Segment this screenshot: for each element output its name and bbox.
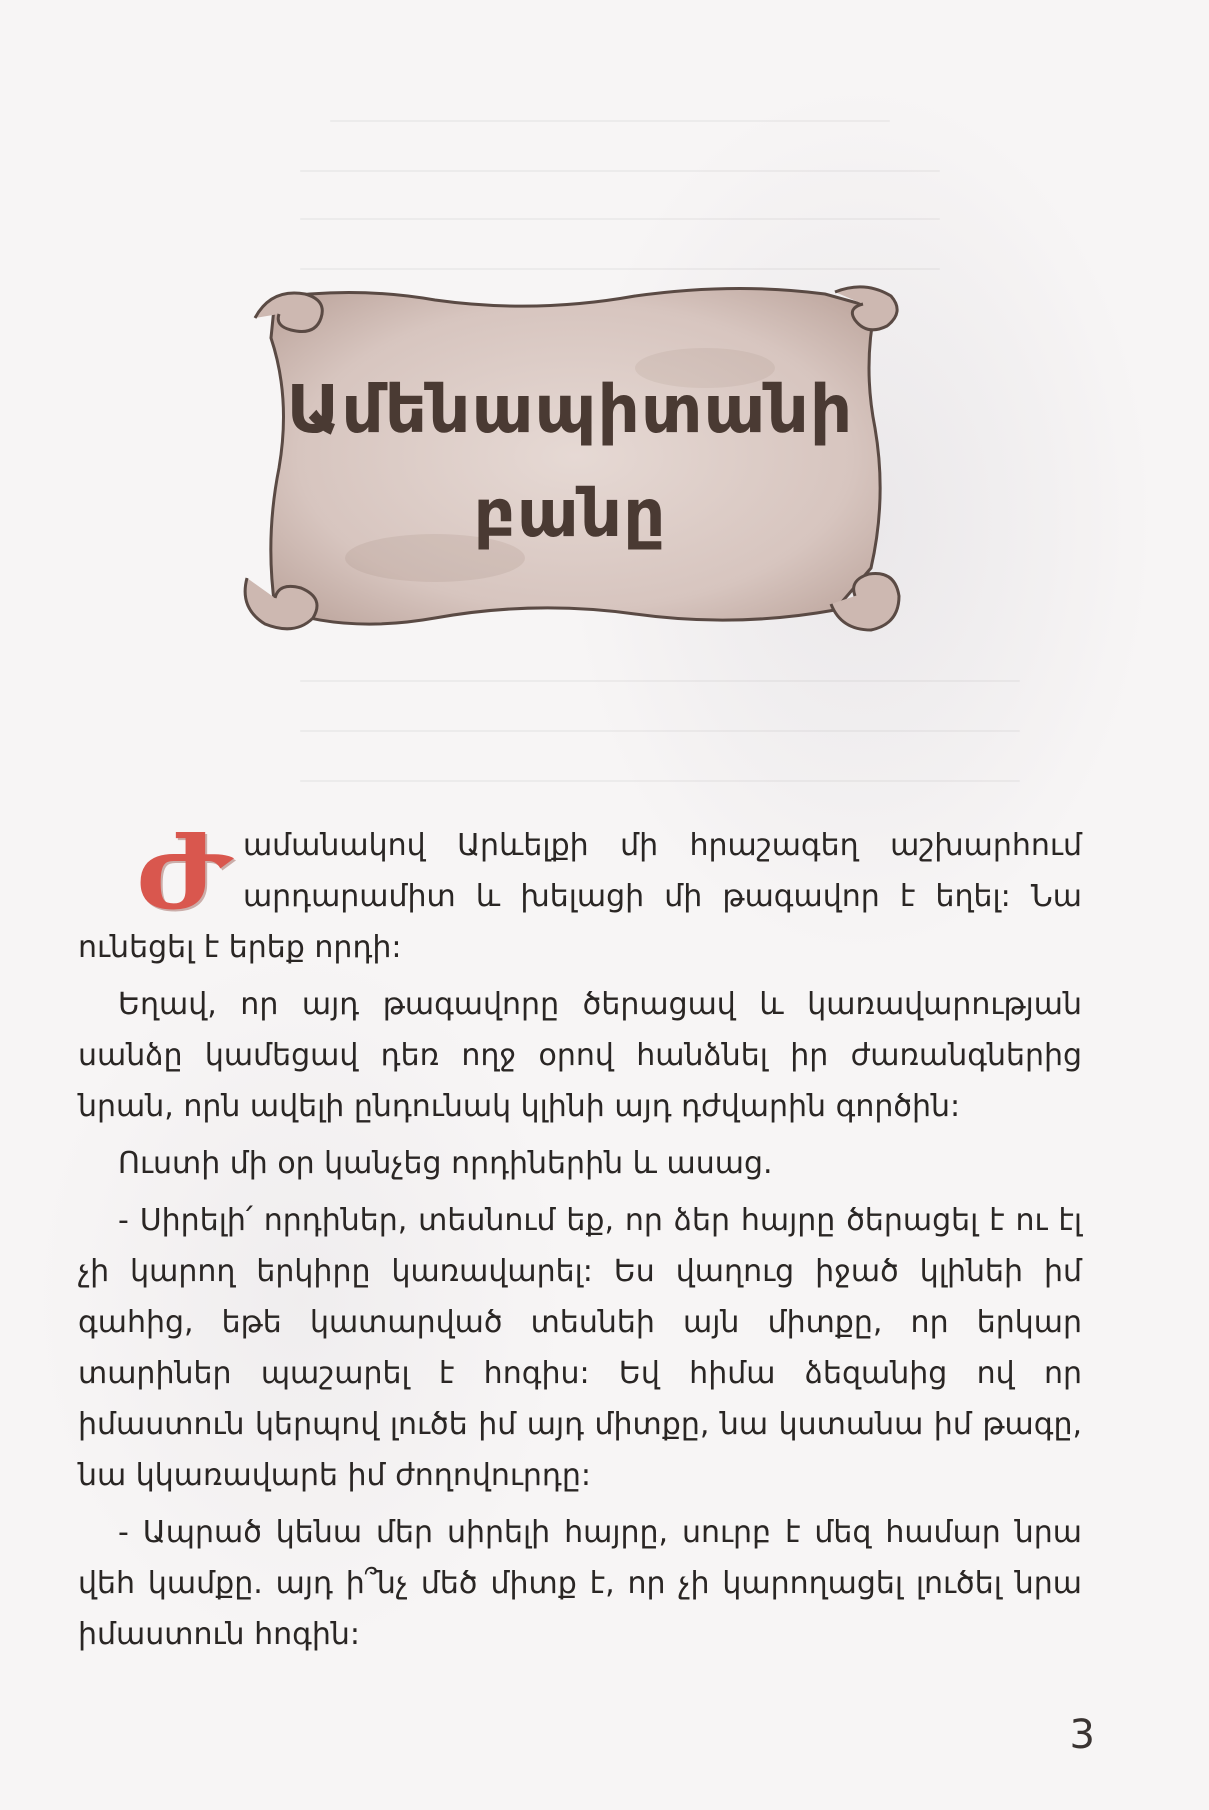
- bleed-through-line: [330, 120, 890, 122]
- chapter-title-line-1: Ամենապիտանի: [286, 371, 854, 448]
- chapter-title: [275, 358, 865, 566]
- drop-cap: Ժ: [136, 810, 229, 933]
- story-text: [78, 810, 1082, 1666]
- paragraph: - Սիրելի՛ որդիներ, տեսնում եք, որ ձեր հայրը ծերացել է ու էլ չի կարող երկիրը կառավարել: Ես վաղուց իջած կլինեի իմ գահից, եթե կատարված տեսնեի այն միտքը, որ երկար տարիներ պաշարել է հոգիս: Եվ հիմա ձեզանից ով որ իմաստուն կերպով լուծե իմ այդ միտքը, նա կստանա իմ թագը, նա կկառավարե իմ ժողովուրդը:: [78, 1203, 1082, 1493]
- bleed-through-line: [300, 780, 1020, 782]
- page-number: 3: [1069, 1712, 1095, 1758]
- paragraph: [78, 810, 1082, 973]
- paragraph: Ուստի մի օր կանչեց որդիներին և ասաց.: [118, 1146, 773, 1181]
- title-scroll: [235, 278, 905, 638]
- bleed-through-line: [300, 730, 1020, 732]
- paragraph: Եղավ, որ այդ թագավորը ծերացավ և կառավարության սանձը կամեցավ դեռ ողջ օրով հանձնել իր ժառանգներից նրան, որն ավելի ընդունակ կլինի այդ դժվարին գործին:: [78, 987, 1082, 1124]
- bleed-through-line: [300, 218, 940, 220]
- bleed-through-line: [300, 170, 940, 172]
- bleed-through-line: [300, 680, 1020, 682]
- paragraph-text: ամանակով Արևելքի մի հրաշագեղ աշխարհում արդարամիտ և խելացի մի թագավոր է եղել: Նա ունեցել է երեք որդի:: [78, 828, 1082, 965]
- bleed-through-line: [300, 268, 940, 270]
- paragraph: - Ապրած կենա մեր սիրելի հայրը, սուրբ է մեզ համար նրա վեհ կամքը. այդ ի՞նչ մեծ միտք է, որ չի կարողացել լուծել նրա իմաստուն հոգին:: [78, 1515, 1082, 1652]
- chapter-title-line-2: բանը: [473, 475, 667, 552]
